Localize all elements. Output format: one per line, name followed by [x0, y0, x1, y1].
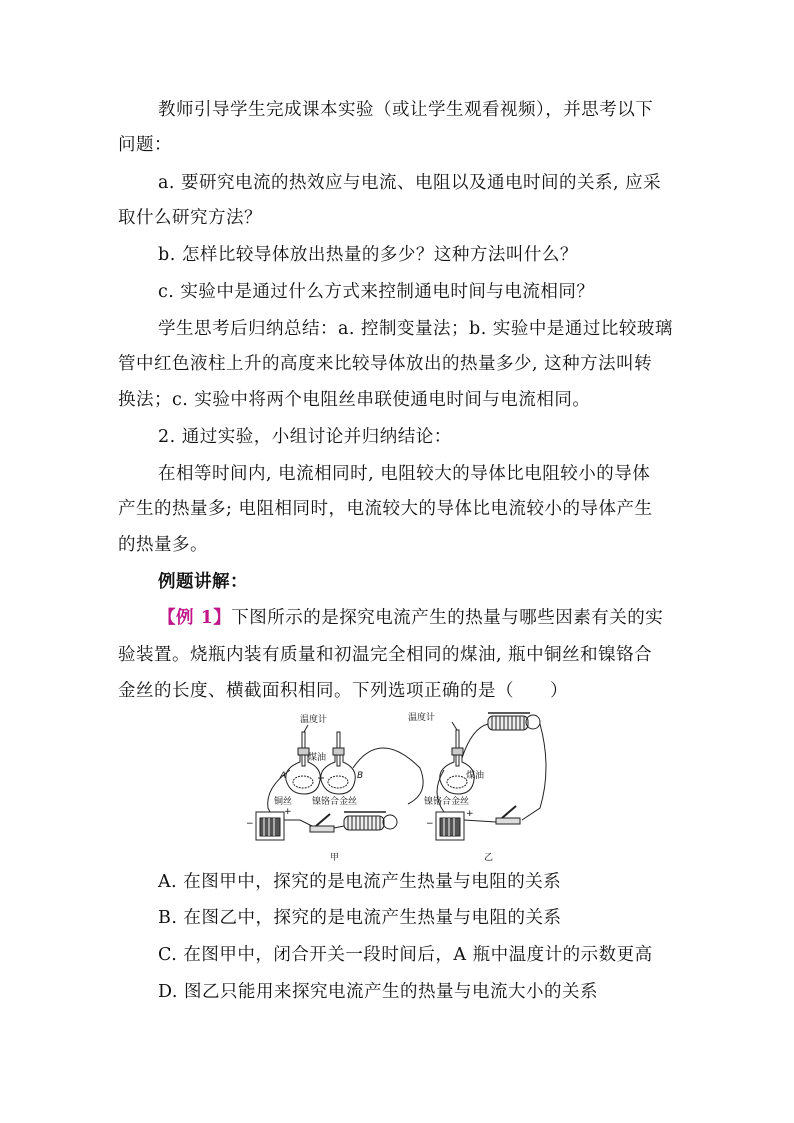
question-c: c. 实验中是通过什么方式来控制通电时间与电流相同？: [158, 282, 595, 302]
paragraph-intro-line2: 问题：: [118, 135, 172, 155]
label-plus-left: +: [284, 807, 292, 817]
conclusion-line1: 在相等时间内, 电流相同时, 电阻较大的导体比电阻较小的导体: [158, 464, 651, 484]
paragraph-intro-line1: 教师引导学生完成课本实验（或让学生观看视频），并思考以下: [158, 100, 654, 120]
label-kerosene-right: 煤油: [466, 771, 485, 781]
question-a-line1: a. 要研究电流的热效应与电流、电阻以及通电时间的关系, 应采: [158, 173, 662, 193]
question-a-line2: 取什么研究方法？: [118, 208, 262, 228]
label-thermometer-left: 温度计: [300, 715, 328, 725]
section-2-heading: 2. 通过实验，小组讨论并归纳结论：: [158, 427, 452, 447]
example-1-line1: [158, 606, 678, 630]
label-flask-a: A: [280, 771, 287, 781]
answer-line2: 管中红色液柱上升的高度来比较导体放出的热量多少, 这种方法叫转: [118, 354, 653, 374]
example-heading: 例题讲解：: [158, 572, 248, 592]
switch-left-shape: [310, 826, 334, 832]
conclusion-line3: 的热量多。: [118, 535, 208, 555]
caption-right: 乙: [484, 853, 494, 863]
question-b: b. 怎样比较导体放出热量的多少？这种方法叫什么？: [158, 245, 578, 265]
label-nichrome-right: 镍铬合金丝: [424, 797, 470, 807]
label-copper: 铜丝: [274, 797, 293, 807]
answer-line1: 学生思考后归纳总结：a. 控制变量法；b. 实验中是通过比较玻璃: [158, 319, 673, 339]
option-c: C. 在图甲中，闭合开关一段时间后，A 瓶中温度计的示数更高: [158, 945, 653, 965]
label-plus-right: +: [466, 809, 474, 819]
example-1-line2: 验装置。烧瓶内装有质量和初温完全相同的煤油, 瓶中铜丝和镍铬合: [118, 645, 653, 665]
label-minus-left: −: [246, 819, 254, 829]
option-b: B. 在图乙中，探究的是电流产生热量与电阻的关系: [158, 908, 562, 928]
experiment-figure: [240, 708, 560, 868]
label-thermometer-right: 温度计: [408, 713, 436, 723]
label-nichrome-left: 镍铬合金丝: [312, 797, 358, 807]
label-flask-b: B: [357, 771, 364, 781]
option-d: D. 图乙只能用来探究电流产生的热量与电流大小的关系: [158, 982, 599, 1002]
conclusion-line2: 产生的热量多; 电阻相同时，电流较大的导体比电流较小的导体产生: [118, 499, 653, 519]
option-a: A. 在图甲中，探究的是电流产生热量与电阻的关系: [158, 872, 562, 892]
label-minus-right: −: [426, 819, 434, 829]
answer-line3: 换法；c. 实验中将两个电阻丝串联使通电时间与电流相同。: [118, 390, 591, 410]
example-1-line3: 金丝的长度、横截面积相同。下列选项正确的是（ ）: [118, 681, 568, 701]
switch-right-shape: [496, 818, 520, 824]
example-tag: 【例 1】: [158, 608, 232, 628]
example-1-text: 下图所示的是探究电流产生的热量与哪些因素有关的实: [231, 608, 664, 628]
circuit-diagram: [240, 708, 560, 868]
label-kerosene-left: 煤油: [308, 753, 327, 763]
caption-left: 甲: [330, 853, 340, 863]
